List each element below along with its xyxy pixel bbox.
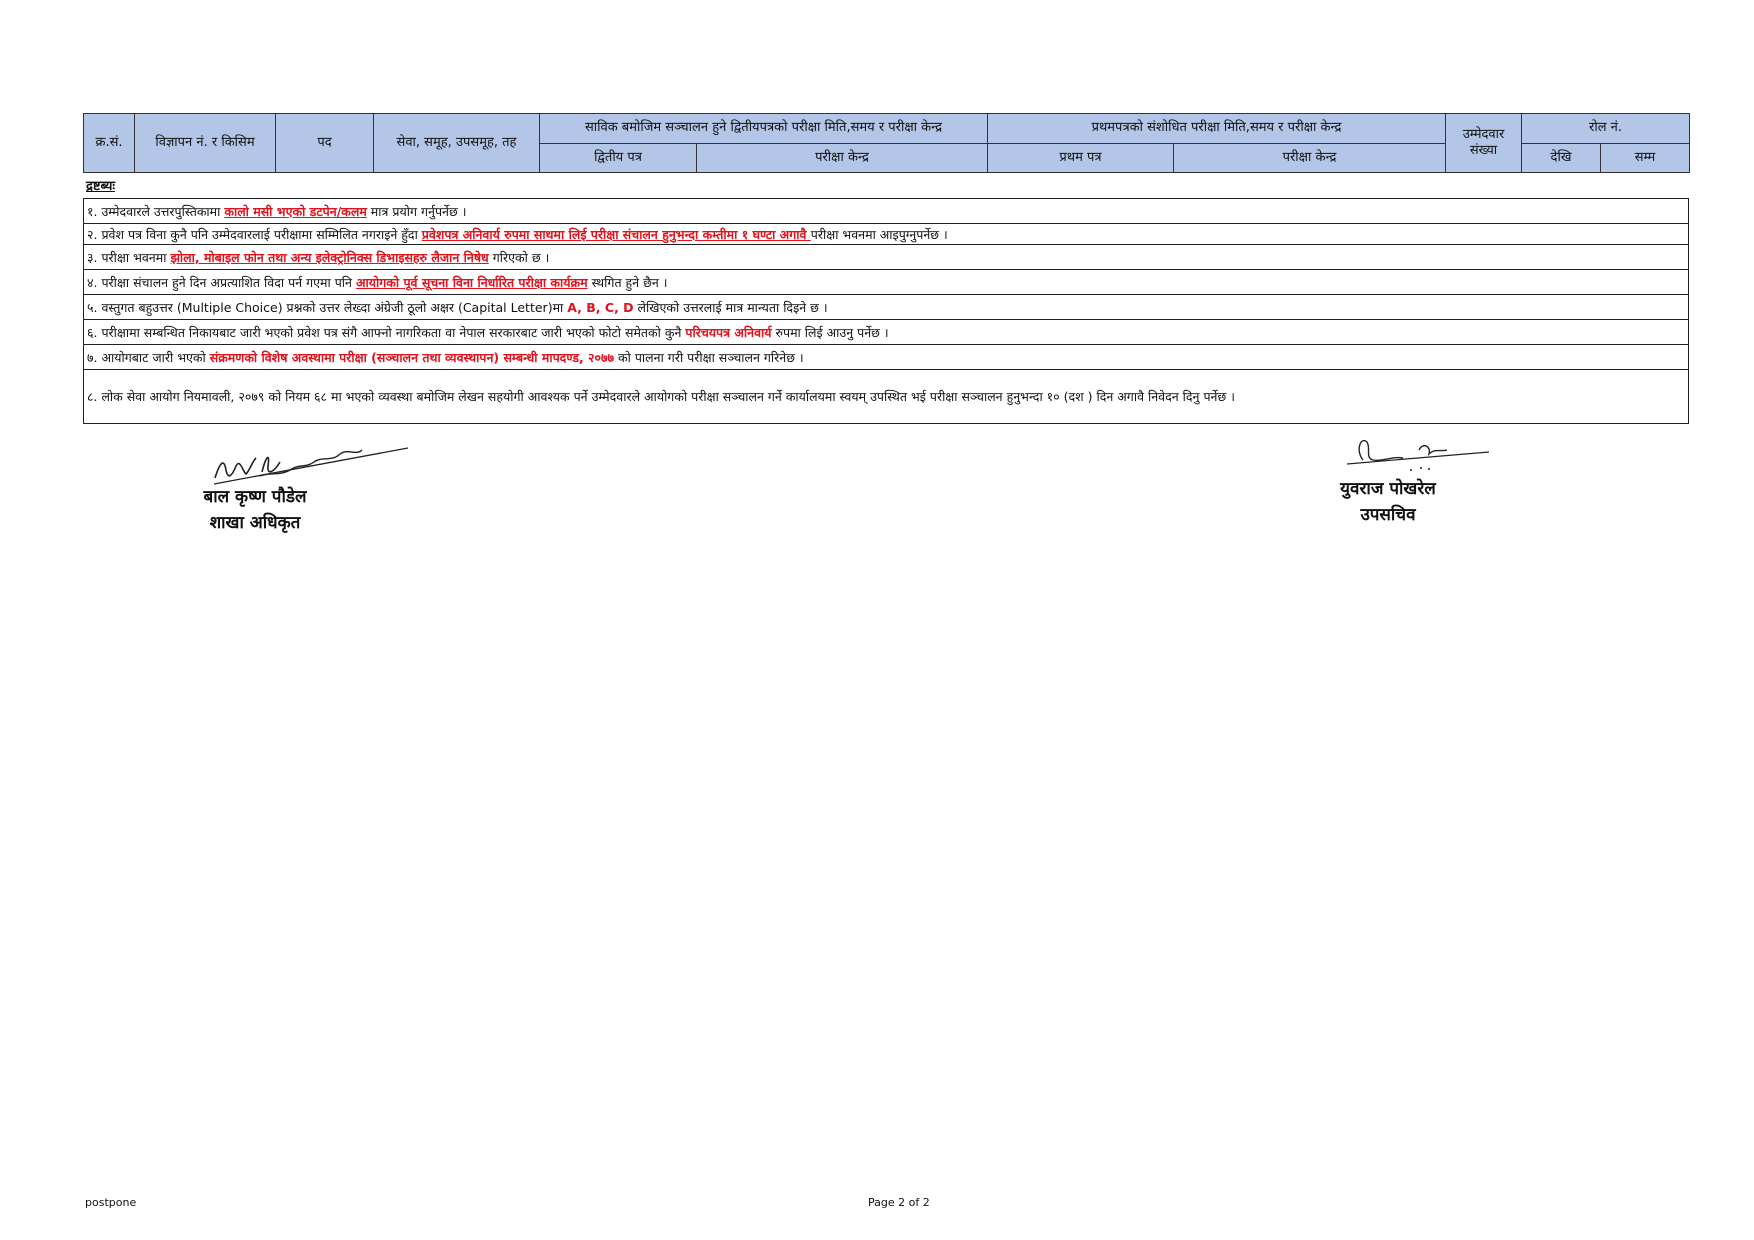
note-text: ६. परीक्षामा सम्बन्धित निकायबाट जारी भएको प्रवेश पत्र संगै आफ्नो नागरिकता वा नेपाल सरकारबाट जारी भएको फोटो समेतको कुनै bbox=[87, 324, 686, 340]
signatory-title: शाखा अधिकृत bbox=[209, 513, 301, 533]
col-exam-center-1: परीक्षा केन्द्र bbox=[697, 143, 988, 173]
note-highlight: A, B, C, D bbox=[567, 299, 634, 315]
col-roll-to: सम्म bbox=[1601, 143, 1690, 173]
col-roll-from: देखि bbox=[1522, 143, 1601, 173]
col-exam-center-2: परीक्षा केन्द्र bbox=[1174, 143, 1446, 173]
note-row bbox=[84, 270, 1689, 295]
signature-right-icon bbox=[1343, 428, 1493, 472]
col-service: सेवा, समूह, उपसमूह, तह bbox=[374, 114, 540, 173]
page-number: Page 2 of 2 bbox=[868, 1196, 930, 1209]
note-text: २. प्रवेश पत्र विना कुनै पनि उम्मेदवारलाई परीक्षामा सम्मिलित नगराइने हुँदा bbox=[87, 226, 422, 242]
signatory-title: उपसचिव bbox=[1360, 505, 1416, 525]
note-highlight: झोला, मोबाइल फोन तथा अन्य इलेक्ट्रोनिक्स डिभाइसहरु लैजान निषेध bbox=[170, 249, 489, 265]
signatory-name: युवराज पोखरेल bbox=[1340, 479, 1436, 499]
note-text: ४. परीक्षा संचालन हुने दिन अप्रत्याशित विदा पर्न गएमा पनि bbox=[87, 274, 356, 290]
note-text: १. उम्मेदवारले उत्तरपुस्तिकामा bbox=[87, 203, 225, 219]
note-text: गरिएको छ । bbox=[488, 249, 550, 265]
note-text: ८. लोक सेवा आयोग नियमावली, २०७९ को नियम ६८ मा भएको व्यवस्था बमोजिम लेखन सहयोगी आवश्यक पर्ने उम्मेदवारले आयोगको परीक्षा सञ्चालन गर्ने कार्यालयमा स्वयम् उपस्थित भई परीक्षा सञ्चालन हुनुभन्दा १० (दश ) दिन अगावै निवेदन दिनु पर्नेछ । bbox=[87, 389, 1235, 404]
signatory-left bbox=[170, 432, 340, 536]
col-first-paper: प्रथम पत्र bbox=[988, 143, 1174, 173]
col-roll-no: रोल नं. bbox=[1522, 114, 1690, 144]
note-text: ३. परीक्षा भवनमा bbox=[87, 249, 171, 265]
schedule-header-table bbox=[83, 113, 1690, 173]
note-text: परीक्षा भवनमा आइपुग्नुपर्नेछ । bbox=[810, 226, 948, 242]
note-row bbox=[84, 224, 1689, 245]
notes-title: द्रष्टब्यः bbox=[86, 179, 116, 194]
col-sn: क्र.सं. bbox=[84, 114, 135, 173]
note-text: स्थगित हुने छैन । bbox=[587, 274, 668, 290]
col-advt: विज्ञापन नं. र किसिम bbox=[135, 114, 276, 173]
col-post: पद bbox=[276, 114, 374, 173]
col-old-schedule: साविक बमोजिम सञ्चालन हुने द्वितीयपत्रको परीक्षा मिति,समय र परीक्षा केन्द्र bbox=[540, 114, 988, 144]
note-row bbox=[84, 345, 1689, 370]
col-revised-schedule: प्रथमपत्रको संशोधित परीक्षा मिति,समय र परीक्षा केन्द्र bbox=[988, 114, 1446, 144]
note-row bbox=[84, 199, 1689, 224]
col-candidates: उम्मेदवार संख्या bbox=[1446, 114, 1522, 173]
note-highlight: आयोगको पूर्व सूचना विना निर्धारित परीक्षा कार्यक्रम bbox=[355, 274, 588, 290]
signature-left-icon bbox=[210, 432, 410, 488]
note-highlight: परिचयपत्र अनिवार्य bbox=[685, 324, 772, 340]
note-text: को पालना गरी परीक्षा सञ्चालन गरिनेछ । bbox=[614, 349, 804, 365]
note-row bbox=[84, 245, 1689, 270]
note-text: ७. आयोगबाट जारी भएको bbox=[87, 349, 210, 365]
notes-table bbox=[83, 198, 1689, 424]
note-text: ५. वस्तुगत बहुउत्तर (Multiple Choice) प्रश्नको उत्तर लेख्दा अंग्रेजी ठूलो अक्षर (Capital Letter)मा bbox=[87, 299, 568, 315]
note-highlight: कालो मसी भएको डटपेन/कलम bbox=[224, 203, 367, 219]
note-row bbox=[84, 295, 1689, 320]
note-text: लेखिएको उत्तरलाई मात्र मान्यता दिइने छ । bbox=[633, 299, 828, 315]
note-text: मात्र प्रयोग गर्नुपर्नेछ । bbox=[366, 203, 467, 219]
col-second-paper: द्वितीय पत्र bbox=[540, 143, 697, 173]
note-highlight: प्रवेशपत्र अनिवार्य रुपमा साथमा लिई परीक्षा संचालन हुनुभन्दा कम्तीमा १ घण्टा अगावै bbox=[421, 226, 811, 242]
signatory-name: बाल कृष्ण पौडेल bbox=[203, 487, 307, 507]
footer-file-label: postpone bbox=[85, 1196, 137, 1209]
note-row bbox=[84, 370, 1689, 424]
note-highlight: संक्रमणको विशेष अवस्थामा परीक्षा (सञ्चालन तथा व्यवस्थापन) सम्बन्धी मापदण्ड, २०७७ bbox=[209, 349, 615, 365]
signatory-right bbox=[1303, 428, 1473, 528]
note-row bbox=[84, 320, 1689, 345]
note-text: रुपमा लिई आउनु पर्नेछ । bbox=[771, 324, 889, 340]
